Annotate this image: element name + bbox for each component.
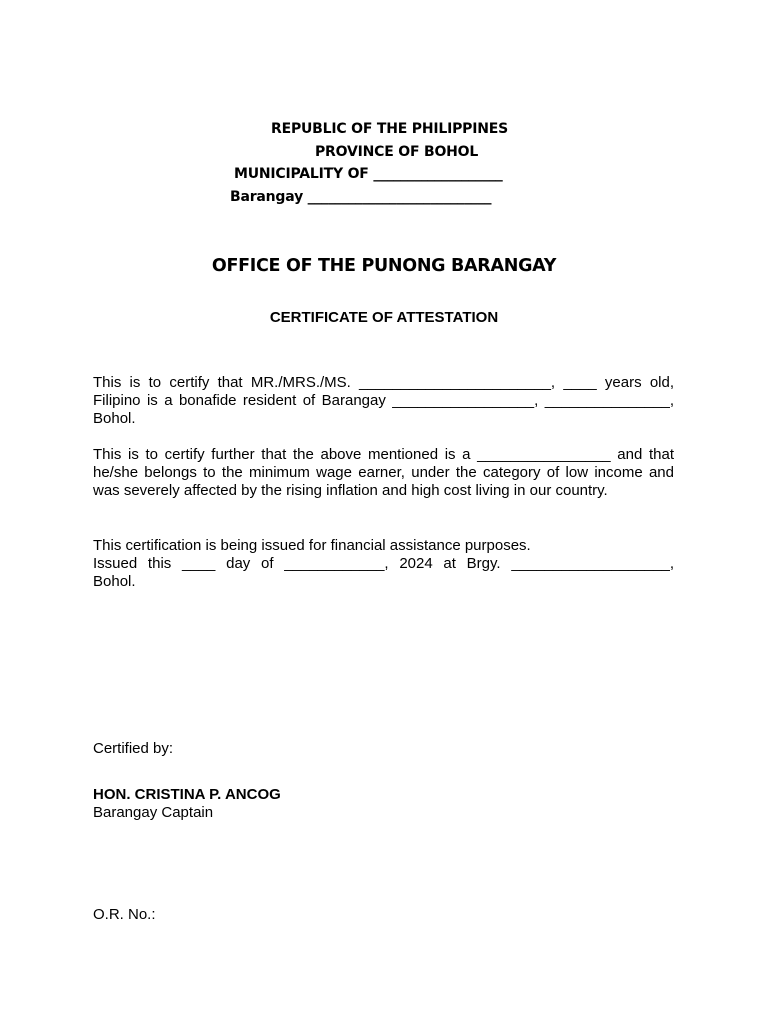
certified-by-label: Certified by:: [93, 740, 174, 757]
paragraph-line: Bohol.: [93, 573, 136, 590]
paragraph-line: This certification is being issued for financial assistance purposes.: [93, 537, 531, 554]
paragraph-line: was severely affected by the rising inflation and high cost living in our country.: [93, 482, 608, 499]
header-barangay: Barangay ___________________________: [230, 189, 492, 205]
certificate-title: CERTIFICATE OF ATTESTATION: [269, 309, 499, 326]
purpose-paragraph: [93, 537, 674, 591]
paragraph-line: he/she belongs to the minimum wage earner, under the category of low income and: [93, 464, 674, 481]
paragraph-line: Bohol.: [93, 410, 136, 427]
paragraph-line: Filipino is a bonafide resident of Barangay _________________, _______________,: [93, 392, 674, 409]
header-municipality: MUNICIPALITY OF ___________________: [234, 166, 503, 182]
office-title: OFFICE OF THE PUNONG BARANGAY: [211, 256, 557, 276]
paragraph-line: This is to certify that MR./MRS./MS. _______________________, ____ years old,: [93, 374, 674, 391]
further-certification-paragraph: [93, 446, 674, 500]
or-number-label: O.R. No.:: [93, 906, 156, 923]
header-province: PROVINCE OF BOHOL: [315, 144, 479, 160]
certification-paragraph: [93, 374, 674, 428]
signatory-position: Barangay Captain: [93, 804, 214, 821]
paragraph-line: Issued this ____ day of ____________, 2024 at Brgy. ___________________,: [93, 555, 674, 572]
signatory-name: HON. CRISTINA P. ANCOG: [93, 786, 281, 803]
paragraph-line: This is to certify further that the above mentioned is a ________________ and that: [93, 446, 674, 463]
header-republic: REPUBLIC OF THE PHILIPPINES: [271, 121, 508, 137]
